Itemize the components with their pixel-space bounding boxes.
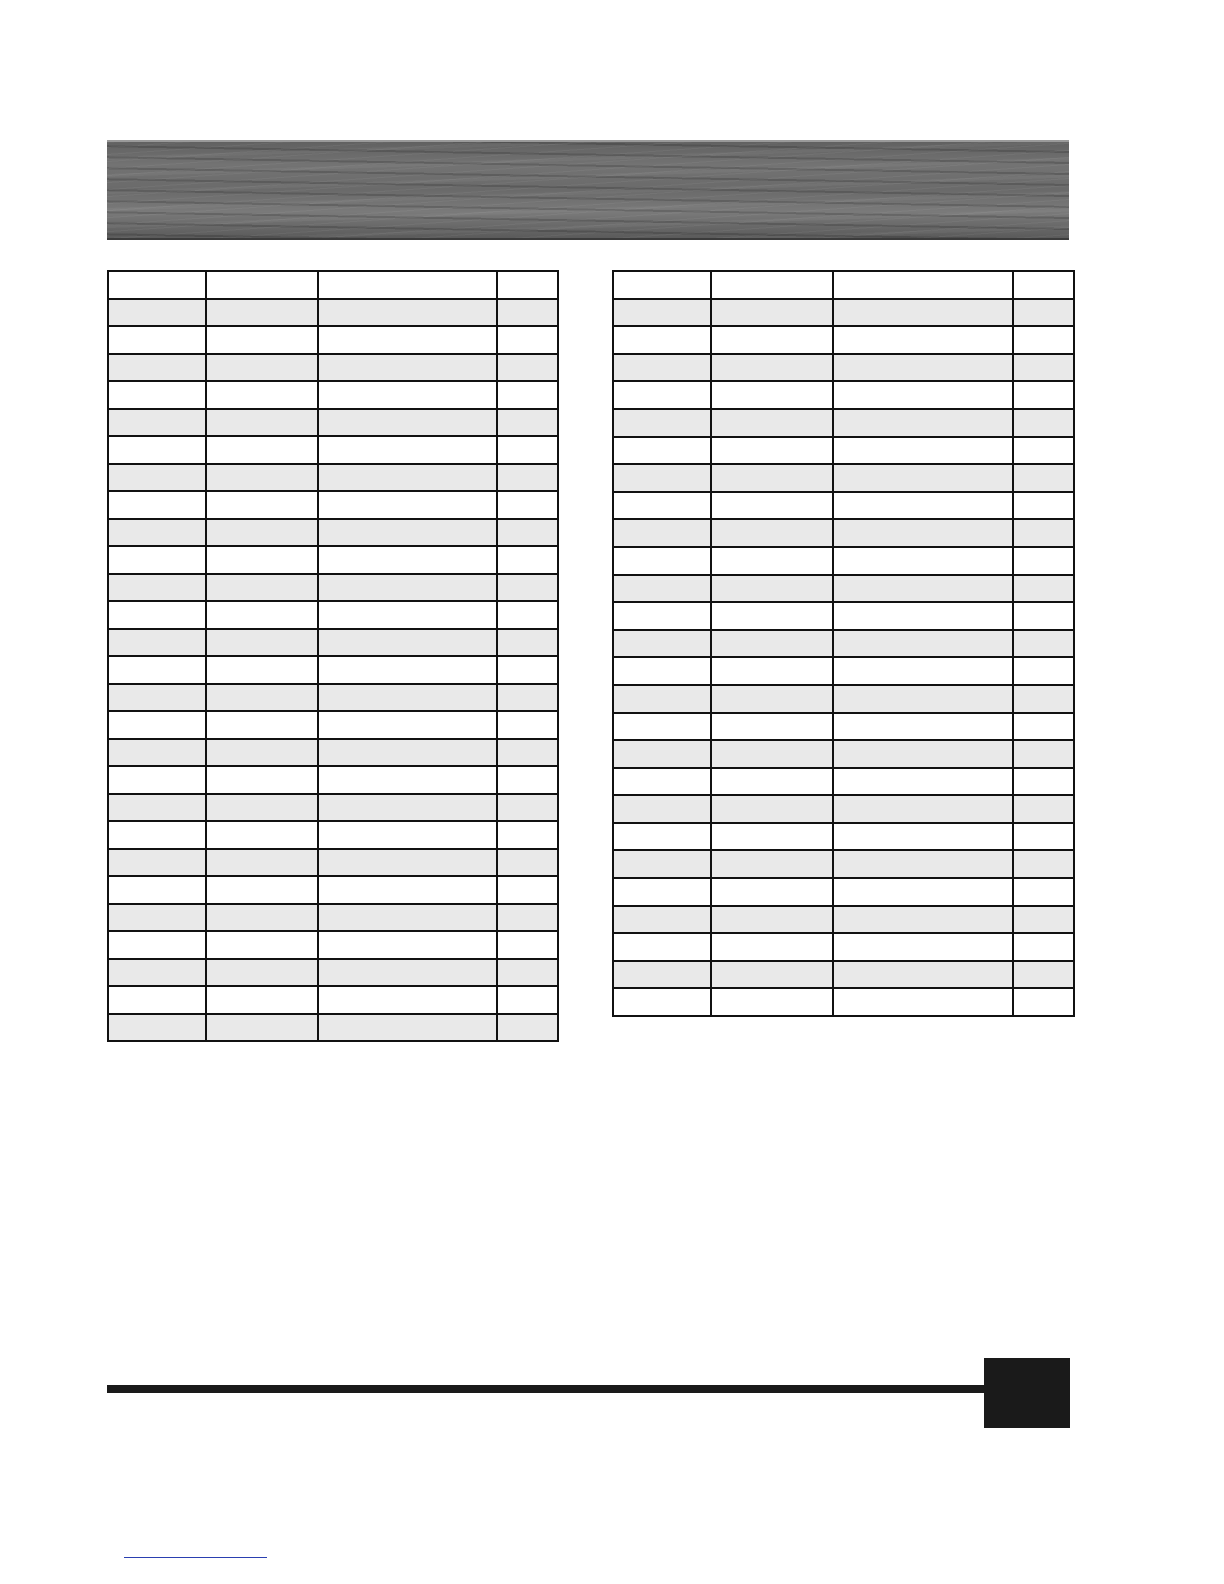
table-cell xyxy=(108,354,206,382)
table-cell xyxy=(497,711,558,739)
table-cell xyxy=(833,575,1013,603)
table-cell xyxy=(1013,326,1074,354)
table-cell xyxy=(318,711,497,739)
table-cell xyxy=(497,464,558,492)
table-row xyxy=(108,629,558,657)
table-cell xyxy=(206,354,318,382)
table-cell xyxy=(613,437,711,465)
table-row xyxy=(108,409,558,437)
table-cell xyxy=(711,933,833,961)
table-cell xyxy=(833,878,1013,906)
table-row xyxy=(108,849,558,877)
table-row xyxy=(108,766,558,794)
column-header xyxy=(1013,271,1074,299)
table-row xyxy=(613,988,1074,1016)
table-cell xyxy=(1013,492,1074,520)
table-cell xyxy=(206,821,318,849)
table-cell xyxy=(833,354,1013,382)
table-row xyxy=(108,959,558,987)
column-header xyxy=(833,271,1013,299)
table-cell xyxy=(497,821,558,849)
table-cell xyxy=(1013,906,1074,934)
table-row xyxy=(108,299,558,327)
table-row xyxy=(613,685,1074,713)
table-cell xyxy=(711,547,833,575)
table-row xyxy=(108,656,558,684)
table-cell xyxy=(613,961,711,989)
table-cell xyxy=(108,876,206,904)
table-cell xyxy=(711,906,833,934)
table-cell xyxy=(497,794,558,822)
table-cell xyxy=(1013,823,1074,851)
table-cell xyxy=(206,546,318,574)
table-cell xyxy=(613,492,711,520)
table-cell xyxy=(833,602,1013,630)
wood-texture-banner xyxy=(107,140,1069,240)
table-cell xyxy=(833,961,1013,989)
table-cell xyxy=(613,354,711,382)
table-cell xyxy=(108,931,206,959)
link-underline[interactable] xyxy=(124,1557,267,1558)
table-cell xyxy=(108,684,206,712)
table-cell xyxy=(206,876,318,904)
table-row xyxy=(108,354,558,382)
table-cell xyxy=(206,959,318,987)
table-cell xyxy=(497,601,558,629)
table-cell xyxy=(206,656,318,684)
table-cell xyxy=(1013,381,1074,409)
table-row xyxy=(108,574,558,602)
table-cell xyxy=(711,492,833,520)
table-cell xyxy=(1013,713,1074,741)
table-row xyxy=(613,354,1074,382)
table-cell xyxy=(613,657,711,685)
table-cell xyxy=(497,876,558,904)
table-cell xyxy=(108,904,206,932)
table-cell xyxy=(318,629,497,657)
table-cell xyxy=(108,794,206,822)
table-cell xyxy=(318,519,497,547)
table-cell xyxy=(711,299,833,327)
table-cell xyxy=(108,299,206,327)
table-cell xyxy=(1013,933,1074,961)
table-cell xyxy=(318,986,497,1014)
table-cell xyxy=(711,740,833,768)
table-row xyxy=(108,271,558,299)
table-cell xyxy=(206,766,318,794)
table-cell xyxy=(318,491,497,519)
table-cell xyxy=(206,491,318,519)
table-cell xyxy=(497,931,558,959)
table-row xyxy=(108,601,558,629)
table-cell xyxy=(108,601,206,629)
right-data-table xyxy=(612,270,1075,1017)
table-cell xyxy=(497,519,558,547)
table-cell xyxy=(711,713,833,741)
table-cell xyxy=(318,684,497,712)
table-row xyxy=(108,876,558,904)
table-cell xyxy=(613,878,711,906)
table-cell xyxy=(613,519,711,547)
table-cell xyxy=(108,656,206,684)
table-cell xyxy=(318,436,497,464)
table-cell xyxy=(108,464,206,492)
table-cell xyxy=(206,299,318,327)
table-cell xyxy=(497,381,558,409)
table-cell xyxy=(318,904,497,932)
table-cell xyxy=(613,685,711,713)
table-cell xyxy=(497,629,558,657)
table-row xyxy=(613,271,1074,299)
table-cell xyxy=(318,354,497,382)
table-cell xyxy=(108,711,206,739)
table-cell xyxy=(613,988,711,1016)
table-cell xyxy=(711,437,833,465)
table-cell xyxy=(833,409,1013,437)
table-cell xyxy=(833,713,1013,741)
table-cell xyxy=(833,492,1013,520)
table-cell xyxy=(613,381,711,409)
table-row xyxy=(108,436,558,464)
table-cell xyxy=(1013,961,1074,989)
table-cell xyxy=(711,878,833,906)
column-header xyxy=(206,271,318,299)
table-cell xyxy=(497,326,558,354)
table-cell xyxy=(206,326,318,354)
table-cell xyxy=(1013,740,1074,768)
table-cell xyxy=(711,657,833,685)
table-cell xyxy=(1013,630,1074,658)
table-cell xyxy=(318,381,497,409)
table-cell xyxy=(1013,575,1074,603)
table-cell xyxy=(1013,547,1074,575)
table-cell xyxy=(613,547,711,575)
table-cell xyxy=(833,630,1013,658)
table-cell xyxy=(206,464,318,492)
table-cell xyxy=(206,794,318,822)
table-cell xyxy=(1013,768,1074,796)
table-cell xyxy=(711,464,833,492)
table-cell xyxy=(108,629,206,657)
table-cell xyxy=(711,354,833,382)
table-row xyxy=(108,931,558,959)
table-cell xyxy=(1013,354,1074,382)
table-cell xyxy=(613,464,711,492)
table-cell xyxy=(206,381,318,409)
table-cell xyxy=(497,739,558,767)
table-row xyxy=(613,381,1074,409)
table-cell xyxy=(833,768,1013,796)
table-row xyxy=(613,519,1074,547)
footer-rule xyxy=(107,1385,987,1393)
table-cell xyxy=(318,959,497,987)
table-cell xyxy=(318,656,497,684)
table-cell xyxy=(497,766,558,794)
table-cell xyxy=(1013,409,1074,437)
table-cell xyxy=(613,630,711,658)
table-cell xyxy=(833,906,1013,934)
table-cell xyxy=(497,849,558,877)
table-cell xyxy=(711,768,833,796)
table-row xyxy=(613,299,1074,327)
page-number-box xyxy=(984,1358,1070,1428)
table-row xyxy=(613,492,1074,520)
table-cell xyxy=(711,602,833,630)
table-cell xyxy=(711,850,833,878)
table-cell xyxy=(613,326,711,354)
table-cell xyxy=(711,326,833,354)
table-cell xyxy=(1013,519,1074,547)
column-header xyxy=(613,271,711,299)
table-row xyxy=(108,1014,558,1042)
table-cell xyxy=(833,547,1013,575)
table-row xyxy=(108,794,558,822)
table-cell xyxy=(711,381,833,409)
table-row xyxy=(613,713,1074,741)
table-row xyxy=(613,768,1074,796)
table-cell xyxy=(833,326,1013,354)
table-cell xyxy=(318,326,497,354)
table-cell xyxy=(497,354,558,382)
table-cell xyxy=(206,1014,318,1042)
table-row xyxy=(613,823,1074,851)
table-cell xyxy=(711,823,833,851)
table-cell xyxy=(613,575,711,603)
table-row xyxy=(108,821,558,849)
table-cell xyxy=(108,491,206,519)
table-cell xyxy=(497,574,558,602)
table-cell xyxy=(833,685,1013,713)
left-data-table xyxy=(107,270,559,1042)
table-cell xyxy=(108,766,206,794)
table-row xyxy=(613,326,1074,354)
table-row xyxy=(613,657,1074,685)
table-row xyxy=(108,684,558,712)
table-row xyxy=(613,547,1074,575)
table-row xyxy=(108,986,558,1014)
table-cell xyxy=(206,684,318,712)
table-cell xyxy=(1013,988,1074,1016)
table-cell xyxy=(613,740,711,768)
table-cell xyxy=(497,986,558,1014)
table-row xyxy=(108,739,558,767)
table-cell xyxy=(1013,602,1074,630)
table-row xyxy=(613,437,1074,465)
table-cell xyxy=(318,464,497,492)
table-row xyxy=(613,933,1074,961)
table-cell xyxy=(1013,299,1074,327)
table-row xyxy=(613,795,1074,823)
table-cell xyxy=(1013,795,1074,823)
table-cell xyxy=(318,1014,497,1042)
table-cell xyxy=(833,519,1013,547)
table-cell xyxy=(497,491,558,519)
table-row xyxy=(108,711,558,739)
column-header xyxy=(497,271,558,299)
table-row xyxy=(613,575,1074,603)
table-cell xyxy=(318,794,497,822)
table-cell xyxy=(318,766,497,794)
table-cell xyxy=(108,436,206,464)
table-cell xyxy=(711,961,833,989)
table-cell xyxy=(497,546,558,574)
table-row xyxy=(108,491,558,519)
table-cell xyxy=(613,933,711,961)
table-cell xyxy=(318,601,497,629)
table-cell xyxy=(206,519,318,547)
column-header xyxy=(711,271,833,299)
table-cell xyxy=(206,986,318,1014)
table-cell xyxy=(711,575,833,603)
table-cell xyxy=(711,519,833,547)
table-cell xyxy=(206,711,318,739)
table-cell xyxy=(497,656,558,684)
table-cell xyxy=(1013,850,1074,878)
table-cell xyxy=(613,795,711,823)
table-cell xyxy=(318,821,497,849)
table-cell xyxy=(108,381,206,409)
table-cell xyxy=(108,574,206,602)
table-row xyxy=(613,850,1074,878)
table-row xyxy=(108,381,558,409)
table-row xyxy=(613,409,1074,437)
table-cell xyxy=(1013,437,1074,465)
table-cell xyxy=(108,326,206,354)
table-cell xyxy=(1013,878,1074,906)
table-row xyxy=(108,519,558,547)
table-cell xyxy=(833,795,1013,823)
column-header xyxy=(108,271,206,299)
table-cell xyxy=(613,906,711,934)
table-cell xyxy=(497,436,558,464)
table-cell xyxy=(108,821,206,849)
table-cell xyxy=(108,986,206,1014)
table-row xyxy=(613,740,1074,768)
table-cell xyxy=(206,409,318,437)
table-cell xyxy=(833,933,1013,961)
table-cell xyxy=(206,574,318,602)
column-header xyxy=(318,271,497,299)
table-cell xyxy=(711,409,833,437)
table-cell xyxy=(613,823,711,851)
table-cell xyxy=(108,519,206,547)
table-cell xyxy=(711,988,833,1016)
table-row xyxy=(613,602,1074,630)
table-row xyxy=(613,878,1074,906)
table-cell xyxy=(613,850,711,878)
table-cell xyxy=(1013,657,1074,685)
table-row xyxy=(613,630,1074,658)
table-cell xyxy=(1013,464,1074,492)
table-cell xyxy=(497,684,558,712)
table-cell xyxy=(711,795,833,823)
table-cell xyxy=(206,904,318,932)
table-cell xyxy=(318,409,497,437)
table-cell xyxy=(613,299,711,327)
table-cell xyxy=(833,850,1013,878)
table-cell xyxy=(206,629,318,657)
table-row xyxy=(613,961,1074,989)
table-cell xyxy=(318,574,497,602)
table-cell xyxy=(497,959,558,987)
table-cell xyxy=(108,1014,206,1042)
table-cell xyxy=(108,849,206,877)
table-row xyxy=(108,904,558,932)
table-cell xyxy=(833,823,1013,851)
table-row xyxy=(613,464,1074,492)
table-cell xyxy=(1013,685,1074,713)
table-cell xyxy=(497,1014,558,1042)
table-cell xyxy=(833,464,1013,492)
table-row xyxy=(108,546,558,574)
table-cell xyxy=(318,739,497,767)
table-cell xyxy=(711,630,833,658)
table-cell xyxy=(318,849,497,877)
table-cell xyxy=(833,988,1013,1016)
table-row xyxy=(108,326,558,354)
table-cell xyxy=(497,299,558,327)
table-cell xyxy=(108,546,206,574)
table-row xyxy=(108,464,558,492)
table-cell xyxy=(833,381,1013,409)
table-cell xyxy=(108,409,206,437)
table-cell xyxy=(711,685,833,713)
table-cell xyxy=(206,739,318,767)
table-cell xyxy=(833,299,1013,327)
table-cell xyxy=(833,437,1013,465)
table-cell xyxy=(833,740,1013,768)
table-row xyxy=(613,906,1074,934)
table-cell xyxy=(206,849,318,877)
table-cell xyxy=(613,409,711,437)
table-cell xyxy=(206,931,318,959)
table-cell xyxy=(833,657,1013,685)
table-cell xyxy=(108,739,206,767)
table-cell xyxy=(108,959,206,987)
table-cell xyxy=(613,602,711,630)
table-cell xyxy=(497,904,558,932)
table-cell xyxy=(613,768,711,796)
table-cell xyxy=(613,713,711,741)
table-cell xyxy=(497,409,558,437)
table-cell xyxy=(206,436,318,464)
table-cell xyxy=(318,876,497,904)
table-cell xyxy=(318,299,497,327)
table-cell xyxy=(318,931,497,959)
table-cell xyxy=(206,601,318,629)
table-cell xyxy=(318,546,497,574)
